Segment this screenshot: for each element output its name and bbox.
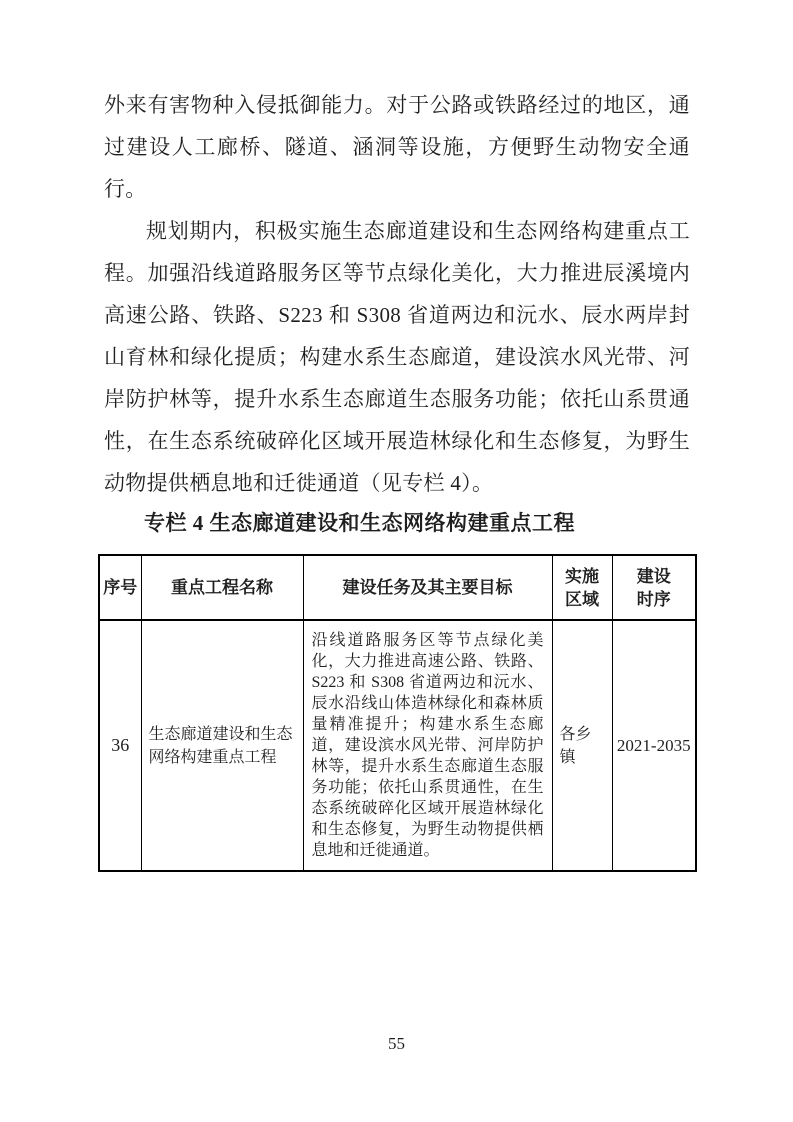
- table-header-row: [99, 555, 696, 620]
- cell-region: 各乡镇: [552, 620, 612, 871]
- page-number: 55: [388, 1034, 405, 1053]
- cell-project-name: 生态廊道建设和生态网络构建重点工程: [141, 620, 303, 871]
- paragraph-continuation: 外来有害物种入侵抵御能力。对于公路或铁路经过的地区，通过建设人工廊桥、隧道、涵洞等设施，方便野生动物安全通行。: [104, 93, 690, 201]
- col-header-tasks: 建设任务及其主要目标: [303, 555, 552, 620]
- col-header-index: 序号: [99, 555, 141, 620]
- cell-tasks: 沿线道路服务区等节点绿化美化，大力推进高速公路、铁路、S223 和 S308 省道两边和沅水、辰水沿线山体造林绿化和森林质量精准提升；构建水系生态廊道，建设滨水风光带、河岸防护林等，提升水系生态廊道生态服务功能；依托山系贯通性，在生态系统破碎化区域开展造林绿化和生态修复，为野生动物提供栖息地和迁徙通道。: [303, 620, 552, 871]
- col-header-project-name: 重点工程名称: [141, 555, 303, 620]
- col-header-schedule: 建设时序: [612, 555, 696, 620]
- paragraph-planning-period: 规划期内，积极实施生态廊道建设和生态网络构建重点工程。加强沿线道路服务区等节点绿化美化，大力推进辰溪境内高速公路、铁路、S223 和 S308 省道两边和沅水、辰水两岸封山育林和绿化提质；构建水系生态廊道，建设滨水风光带、河岸防护林等，提升水系生态廊道生态服务功能；依托山系贯通性，在生态系统破碎化区域开展造林绿化和生态修复，为野生动物提供栖息地和迁徙通道（见专栏 4）。: [104, 219, 690, 495]
- col-header-region: 实施区域: [552, 555, 612, 620]
- content-area: [98, 84, 695, 872]
- cell-schedule: 2021-2035: [612, 620, 696, 871]
- table-title: 专栏 4 生态廊道建设和生态网络构建重点工程: [144, 511, 575, 535]
- cell-index: 36: [99, 620, 141, 871]
- key-projects-table: [98, 554, 697, 872]
- table-row: [99, 620, 696, 871]
